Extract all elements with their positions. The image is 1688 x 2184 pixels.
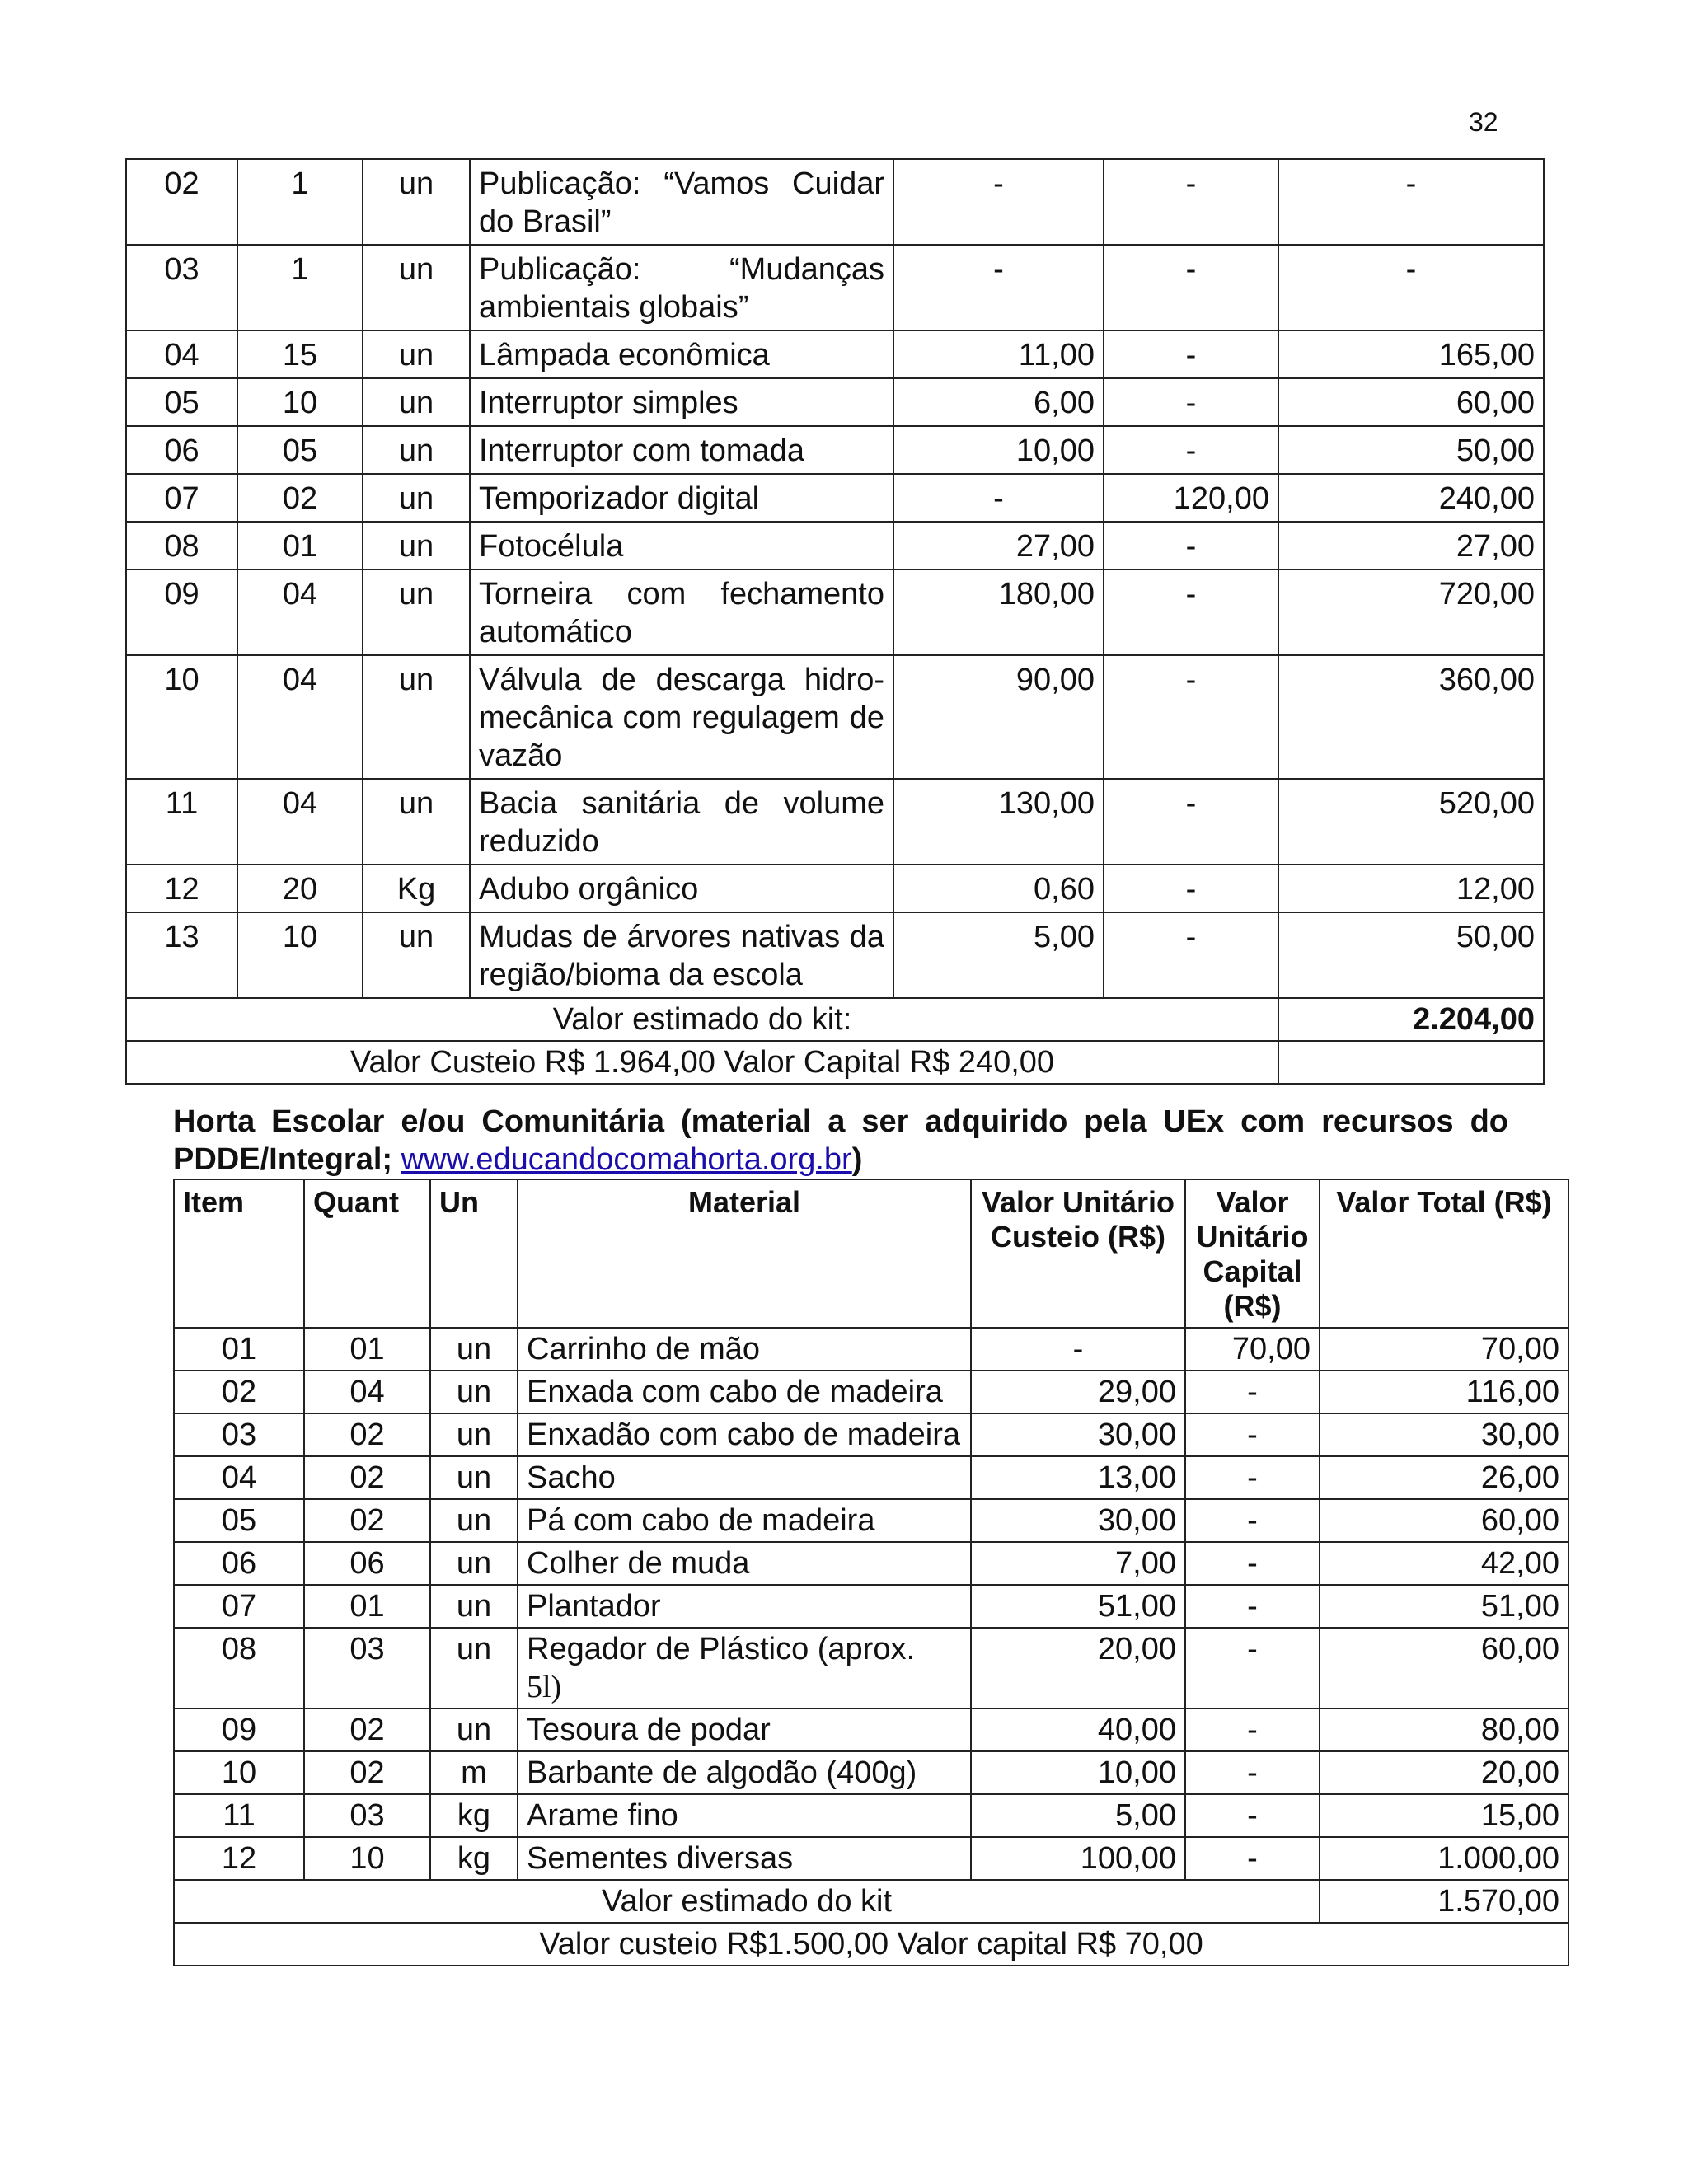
quant-cell: 03 <box>304 1794 430 1837</box>
capital-cell: - <box>1104 655 1278 779</box>
custeio-cell: 30,00 <box>971 1413 1185 1456</box>
capital-cell: - <box>1104 245 1278 330</box>
table-row <box>126 378 1544 426</box>
item-cell: 13 <box>126 912 237 998</box>
quant-cell: 02 <box>237 474 363 522</box>
material-cell: Plantador <box>518 1585 971 1628</box>
unit-cell: un <box>430 1542 518 1585</box>
item-cell: 09 <box>126 569 237 655</box>
total-cell: 70,00 <box>1320 1328 1568 1371</box>
table-row <box>174 1751 1568 1794</box>
estimated-value: 1.570,00 <box>1320 1880 1568 1923</box>
unit-cell: kg <box>430 1794 518 1837</box>
item-cell: 07 <box>126 474 237 522</box>
unit-cell: un <box>363 912 470 998</box>
custeio-cell: 7,00 <box>971 1542 1185 1585</box>
unit-cell: un <box>430 1456 518 1499</box>
table-row <box>126 426 1544 474</box>
material-cell: Enxadão com cabo de madeira <box>518 1413 971 1456</box>
table-row <box>126 865 1544 912</box>
custeio-cell: - <box>893 474 1104 522</box>
custeio-cell: 180,00 <box>893 569 1104 655</box>
total-cell: 42,00 <box>1320 1542 1568 1585</box>
table-row <box>174 1794 1568 1837</box>
header-row <box>174 1179 1568 1328</box>
custeio-cell: - <box>893 245 1104 330</box>
unit-cell: un <box>430 1585 518 1628</box>
capital-cell: - <box>1104 378 1278 426</box>
total-cell: 165,00 <box>1278 330 1544 378</box>
heading-close: ) <box>851 1142 863 1177</box>
unit-cell: un <box>430 1371 518 1413</box>
custeio-cell: 100,00 <box>971 1837 1185 1880</box>
custeio-cell: 130,00 <box>893 779 1104 865</box>
item-cell: 10 <box>174 1751 304 1794</box>
header-capital: Valor Unitário Capital (R$) <box>1185 1179 1320 1328</box>
custeio-cell: 11,00 <box>893 330 1104 378</box>
capital-cell: - <box>1104 912 1278 998</box>
unit-cell: kg <box>430 1837 518 1880</box>
educando-link[interactable]: www.educandocomahorta.org.br <box>401 1142 852 1177</box>
capital-cell: - <box>1185 1628 1320 1708</box>
table-row <box>174 1837 1568 1880</box>
total-cell: 51,00 <box>1320 1585 1568 1628</box>
header-quant: Quant <box>304 1179 430 1328</box>
material-cell: Válvula de descarga hidro-mecânica com regulagem de vazão <box>470 655 893 779</box>
material-cell: Mudas de árvores nativas da região/bioma da escola <box>470 912 893 998</box>
total-cell: 80,00 <box>1320 1708 1568 1751</box>
unit-cell: un <box>430 1708 518 1751</box>
quant-cell: 03 <box>304 1628 430 1708</box>
quant-cell: 02 <box>304 1751 430 1794</box>
custeio-cell: 5,00 <box>971 1794 1185 1837</box>
garden-kit-table <box>173 1179 1569 1966</box>
unit-cell: un <box>363 159 470 245</box>
unit-cell: un <box>363 245 470 330</box>
header-un: Un <box>430 1179 518 1328</box>
material-cell: Tesoura de podar <box>518 1708 971 1751</box>
material-cell: Lâmpada econômica <box>470 330 893 378</box>
header-custeio: Valor Unitário Custeio (R$) <box>971 1179 1185 1328</box>
total-cell: 60,00 <box>1278 378 1544 426</box>
material-cell: Fotocélula <box>470 522 893 569</box>
total-cell: 26,00 <box>1320 1456 1568 1499</box>
quant-cell: 1 <box>237 245 363 330</box>
table-row <box>174 1628 1568 1708</box>
capital-cell: - <box>1185 1413 1320 1456</box>
item-cell: 06 <box>126 426 237 474</box>
item-cell: 03 <box>126 245 237 330</box>
cost-summary: Valor Custeio R$ 1.964,00 Valor Capital R$ 240,00 <box>126 1041 1278 1084</box>
header-total: Valor Total (R$) <box>1320 1179 1568 1328</box>
item-cell: 09 <box>174 1708 304 1751</box>
total-cell: 720,00 <box>1278 569 1544 655</box>
unit-cell: un <box>430 1499 518 1542</box>
table-row <box>174 1413 1568 1456</box>
unit-cell: un <box>430 1328 518 1371</box>
quant-cell: 04 <box>237 655 363 779</box>
estimated-value: 2.204,00 <box>1278 998 1544 1041</box>
item-cell: 04 <box>126 330 237 378</box>
item-cell: 05 <box>126 378 237 426</box>
capital-cell: - <box>1185 1456 1320 1499</box>
capital-cell: 70,00 <box>1185 1328 1320 1371</box>
capital-cell: - <box>1104 569 1278 655</box>
capital-cell: - <box>1104 330 1278 378</box>
item-cell: 06 <box>174 1542 304 1585</box>
table-row <box>126 569 1544 655</box>
item-cell: 01 <box>174 1328 304 1371</box>
unit-cell: un <box>363 378 470 426</box>
table-row <box>126 522 1544 569</box>
custeio-cell: 5,00 <box>893 912 1104 998</box>
custeio-cell: 90,00 <box>893 655 1104 779</box>
material-cell: Interruptor com tomada <box>470 426 893 474</box>
unit-cell: un <box>363 474 470 522</box>
capital-cell: - <box>1185 1542 1320 1585</box>
material-cell: Carrinho de mão <box>518 1328 971 1371</box>
table-row <box>126 159 1544 245</box>
quant-cell: 15 <box>237 330 363 378</box>
custeio-cell: - <box>893 159 1104 245</box>
material-cell <box>518 1628 971 1708</box>
total-cell: 520,00 <box>1278 779 1544 865</box>
total-cell: 60,00 <box>1320 1499 1568 1542</box>
table-row <box>126 655 1544 779</box>
quant-cell: 01 <box>304 1585 430 1628</box>
unit-cell: un <box>363 569 470 655</box>
item-cell: 11 <box>174 1794 304 1837</box>
quant-cell: 02 <box>304 1456 430 1499</box>
item-cell: 12 <box>126 865 237 912</box>
custeio-cell: 29,00 <box>971 1371 1185 1413</box>
item-cell: 08 <box>126 522 237 569</box>
quant-cell: 06 <box>304 1542 430 1585</box>
capital-cell: - <box>1185 1837 1320 1880</box>
capital-cell: - <box>1104 159 1278 245</box>
capital-cell: - <box>1104 426 1278 474</box>
capital-cell: - <box>1185 1708 1320 1751</box>
material-cell: Colher de muda <box>518 1542 971 1585</box>
unit-cell: un <box>363 426 470 474</box>
table-row <box>174 1456 1568 1499</box>
table-row <box>174 1708 1568 1751</box>
quant-cell: 04 <box>237 779 363 865</box>
energy-water-kit-table <box>125 158 1545 1085</box>
material-cell: Temporizador digital <box>470 474 893 522</box>
custeio-cell: 6,00 <box>893 378 1104 426</box>
quant-cell: 05 <box>237 426 363 474</box>
material-cell: Publicação: “Mudanças ambientais globais” <box>470 245 893 330</box>
item-cell: 07 <box>174 1585 304 1628</box>
unit-cell: Kg <box>363 865 470 912</box>
unit-cell: un <box>430 1628 518 1708</box>
table-row <box>126 330 1544 378</box>
table-row <box>174 1499 1568 1542</box>
custeio-cell: 51,00 <box>971 1585 1185 1628</box>
total-cell: 27,00 <box>1278 522 1544 569</box>
table-row <box>126 245 1544 330</box>
item-cell: 03 <box>174 1413 304 1456</box>
quant-cell: 10 <box>304 1837 430 1880</box>
total-cell: 1.000,00 <box>1320 1837 1568 1880</box>
estimated-row <box>174 1880 1568 1923</box>
summary-row <box>174 1923 1568 1966</box>
estimated-label: Valor estimado do kit: <box>126 998 1278 1041</box>
capital-cell: - <box>1185 1751 1320 1794</box>
header-material: Material <box>518 1179 971 1328</box>
material-cell-extra: 5l) <box>527 1670 562 1704</box>
header-item: Item <box>174 1179 304 1328</box>
capital-cell: - <box>1185 1794 1320 1837</box>
unit-cell: un <box>363 655 470 779</box>
material-cell: Barbante de algodão (400g) <box>518 1751 971 1794</box>
table-row <box>174 1328 1568 1371</box>
custeio-cell: 30,00 <box>971 1499 1185 1542</box>
capital-cell: 120,00 <box>1104 474 1278 522</box>
quant-cell: 02 <box>304 1413 430 1456</box>
unit-cell: un <box>363 779 470 865</box>
unit-cell: un <box>430 1413 518 1456</box>
table-row <box>174 1542 1568 1585</box>
material-cell: Pá com cabo de madeira <box>518 1499 971 1542</box>
table-row <box>126 474 1544 522</box>
table-row <box>174 1585 1568 1628</box>
total-cell: 12,00 <box>1278 865 1544 912</box>
item-cell: 05 <box>174 1499 304 1542</box>
total-cell: 360,00 <box>1278 655 1544 779</box>
item-cell: 12 <box>174 1837 304 1880</box>
quant-cell: 02 <box>304 1499 430 1542</box>
total-cell: 50,00 <box>1278 426 1544 474</box>
capital-cell: - <box>1104 865 1278 912</box>
cost-summary: Valor custeio R$1.500,00 Valor capital R$ 70,00 <box>174 1923 1568 1966</box>
quant-cell: 04 <box>237 569 363 655</box>
table-row <box>126 779 1544 865</box>
unit-cell: m <box>430 1751 518 1794</box>
quant-cell: 1 <box>237 159 363 245</box>
material-cell: Adubo orgânico <box>470 865 893 912</box>
estimated-row <box>126 998 1544 1041</box>
capital-cell: - <box>1185 1371 1320 1413</box>
quant-cell: 04 <box>304 1371 430 1413</box>
total-cell: 116,00 <box>1320 1371 1568 1413</box>
table-row <box>126 912 1544 998</box>
quant-cell: 20 <box>237 865 363 912</box>
custeio-cell: 0,60 <box>893 865 1104 912</box>
custeio-cell: 27,00 <box>893 522 1104 569</box>
material-cell: Publicação: “Vamos Cuidar do Brasil” <box>470 159 893 245</box>
unit-cell: un <box>363 522 470 569</box>
custeio-cell: 13,00 <box>971 1456 1185 1499</box>
unit-cell: un <box>363 330 470 378</box>
capital-cell: - <box>1104 779 1278 865</box>
quant-cell: 02 <box>304 1708 430 1751</box>
estimated-label: Valor estimado do kit <box>174 1880 1320 1923</box>
item-cell: 02 <box>174 1371 304 1413</box>
custeio-cell: 20,00 <box>971 1628 1185 1708</box>
total-cell: - <box>1278 159 1544 245</box>
total-cell: 20,00 <box>1320 1751 1568 1794</box>
total-cell: 60,00 <box>1320 1628 1568 1708</box>
total-cell: - <box>1278 245 1544 330</box>
custeio-cell: - <box>971 1328 1185 1371</box>
material-cell-text: Regador de Plástico (aprox. <box>527 1632 916 1666</box>
capital-cell: - <box>1185 1585 1320 1628</box>
table-row <box>174 1371 1568 1413</box>
total-cell: 240,00 <box>1278 474 1544 522</box>
custeio-cell: 40,00 <box>971 1708 1185 1751</box>
item-cell: 10 <box>126 655 237 779</box>
quant-cell: 10 <box>237 378 363 426</box>
material-cell: Torneira com fechamento automático <box>470 569 893 655</box>
capital-cell: - <box>1185 1499 1320 1542</box>
material-cell: Sacho <box>518 1456 971 1499</box>
item-cell: 11 <box>126 779 237 865</box>
empty-cell <box>1278 1041 1544 1084</box>
material-cell: Sementes diversas <box>518 1837 971 1880</box>
section-heading <box>173 1103 1508 1179</box>
item-cell: 02 <box>126 159 237 245</box>
heading-text: Horta Escolar e/ou Comunitária (material a ser adquirido pela UEx com recursos do PDDE/Integral; <box>173 1104 1508 1177</box>
material-cell: Arame fino <box>518 1794 971 1837</box>
material-cell: Interruptor simples <box>470 378 893 426</box>
item-cell: 08 <box>174 1628 304 1708</box>
item-cell: 04 <box>174 1456 304 1499</box>
custeio-cell: 10,00 <box>971 1751 1185 1794</box>
capital-cell: - <box>1104 522 1278 569</box>
page-number: 32 <box>1469 107 1498 137</box>
total-cell: 50,00 <box>1278 912 1544 998</box>
total-cell: 30,00 <box>1320 1413 1568 1456</box>
quant-cell: 10 <box>237 912 363 998</box>
summary-row <box>126 1041 1544 1084</box>
material-cell: Enxada com cabo de madeira <box>518 1371 971 1413</box>
material-cell: Bacia sanitária de volume reduzido <box>470 779 893 865</box>
quant-cell: 01 <box>304 1328 430 1371</box>
custeio-cell: 10,00 <box>893 426 1104 474</box>
total-cell: 15,00 <box>1320 1794 1568 1837</box>
quant-cell: 01 <box>237 522 363 569</box>
